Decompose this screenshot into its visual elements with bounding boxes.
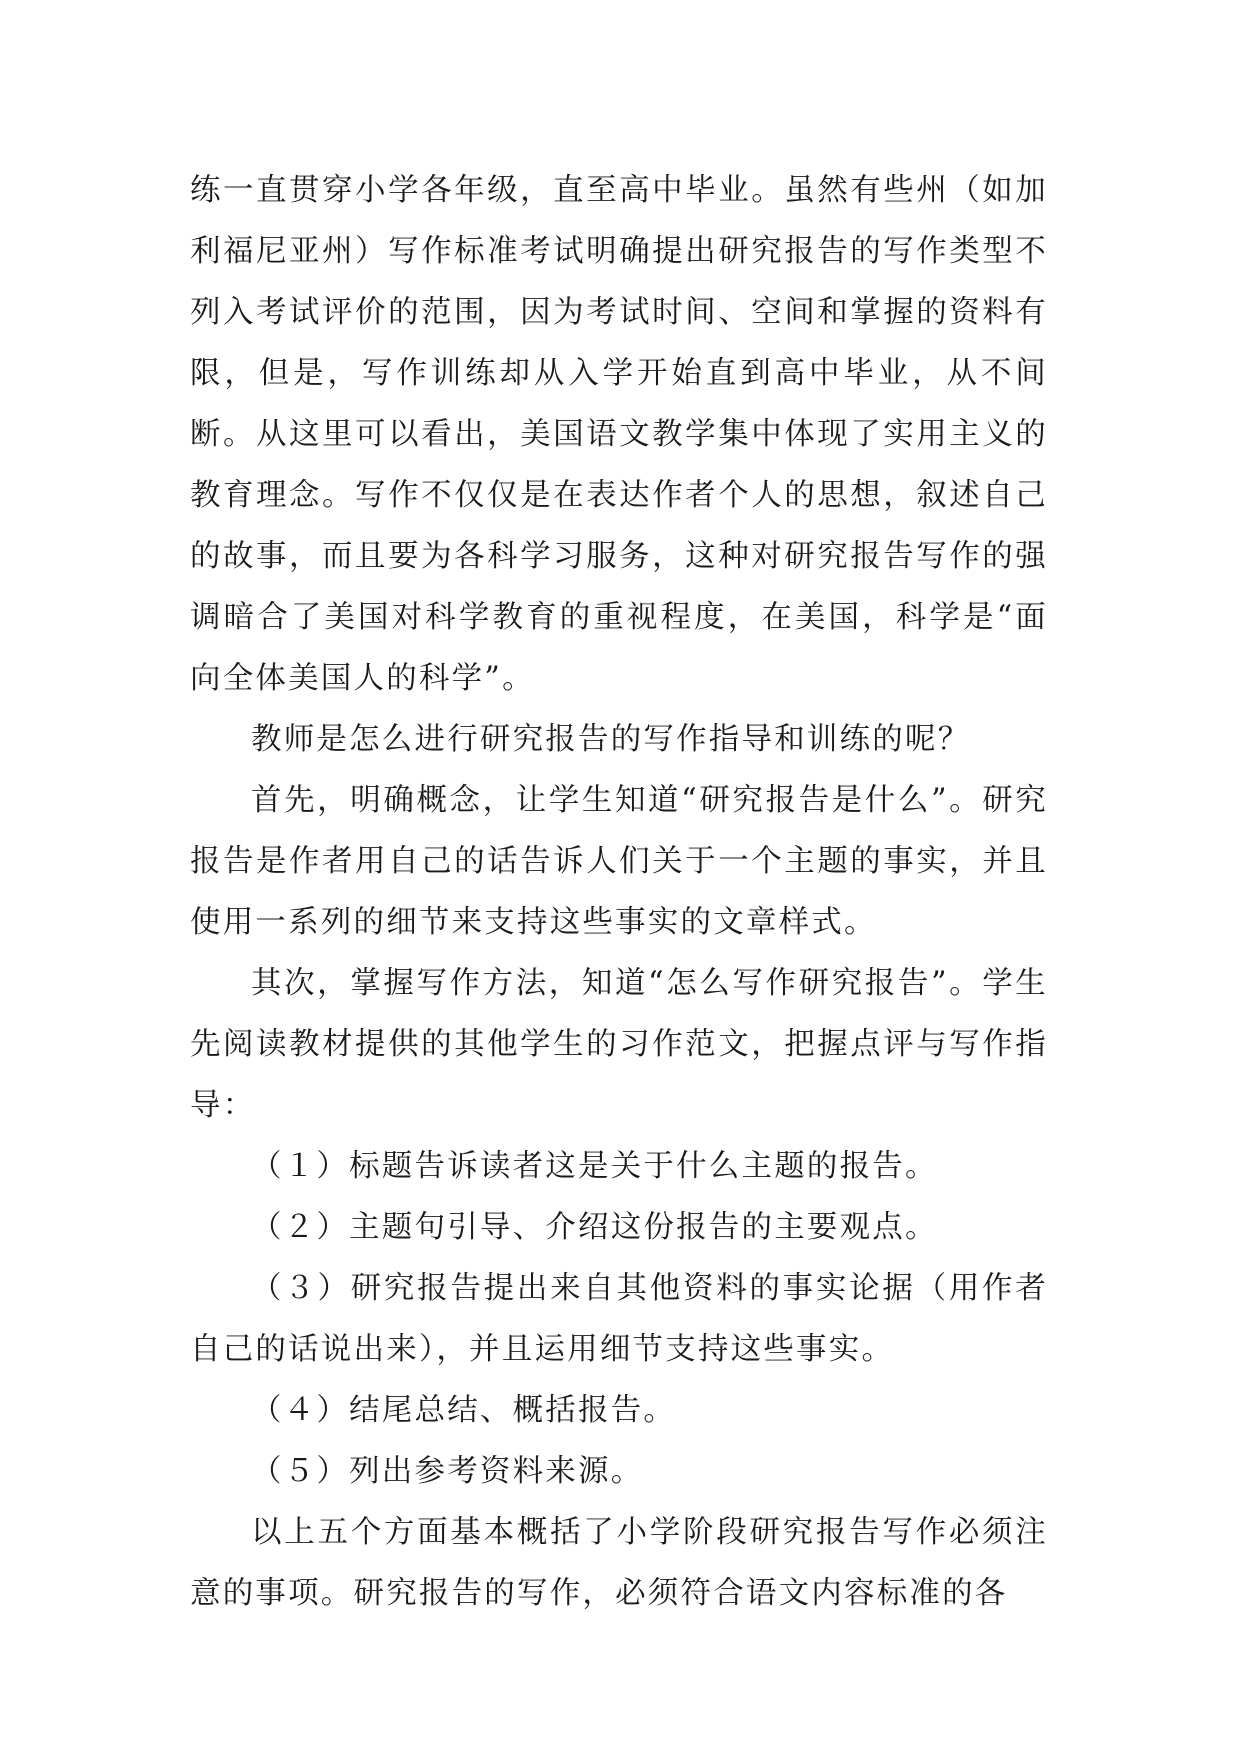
paragraph-closing: 以上五个方面基本概括了小学阶段研究报告写作必须注意的事项。研究报告的写作，必须符合语文内容标准的各 [190, 1515, 1048, 1611]
list-item-2: （２）主题句引导、介绍这份报告的主要观点。 [251, 1210, 938, 1245]
list-item-5: （５）列出参考资料来源。 [251, 1454, 644, 1489]
paragraph-question: 教师是怎么进行研究报告的写作指导和训练的呢？ [251, 722, 971, 757]
document-body [190, 160, 1048, 1624]
paragraph-first-step: 首先，明确概念，让学生知道“研究报告是什么”。研究报告是作者用自己的话告诉人们关于一个主题的事实，并且使用一系列的细节来支持这些事实的文章样式。 [190, 783, 1048, 940]
list-item-3: （３）研究报告提出来自其他资料的事实论据（用作者自己的话说出来），并且运用细节支持这些事实。 [190, 1271, 1048, 1367]
paragraph-second-step: 其次，掌握写作方法，知道“怎么写作研究报告”。学生先阅读教材提供的其他学生的习作范文，把握点评与写作指导： [190, 966, 1048, 1123]
list-item-4: （４）结尾总结、概括报告。 [251, 1393, 677, 1428]
paragraph-continuation: 练一直贯穿小学各年级，直至高中毕业。虽然有些州（如加利福尼亚州）写作标准考试明确提出研究报告的写作类型不列入考试评价的范围，因为考试时间、空间和掌握的资料有限，但是，写作训练却从入学开始直到高中毕业，从不间断。从这里可以看出，美国语文教学集中体现了实用主义的教育理念。写作不仅仅是在表达作者个人的思想，叙述自己的故事，而且要为各科学习服务，这种对研究报告写作的强调暗合了美国对科学教育的重视程度，在美国，科学是“面向全体美国人的科学”。 [190, 173, 1048, 696]
list-item-1: （１）标题告诉读者这是关于什么主题的报告。 [251, 1149, 938, 1184]
